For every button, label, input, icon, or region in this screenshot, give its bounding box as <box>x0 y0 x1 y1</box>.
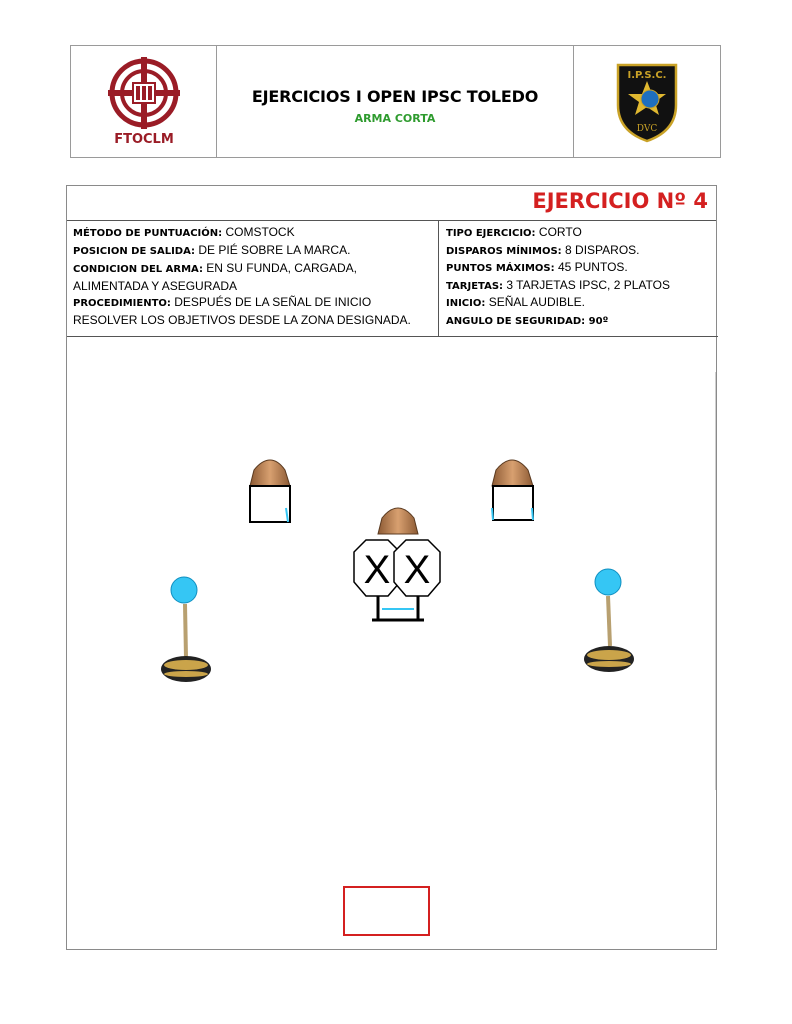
exercise-title: EJERCICIO Nº 4 <box>532 189 708 213</box>
document-subtitle: ARMA CORTA <box>354 111 436 125</box>
diagram-edge-line <box>715 372 716 790</box>
procedimiento-value: DESPUÉS DE LA SEÑAL DE INICIO RESOLVER LOS OBJETIVOS DESDE LA ZONA DESIGNADA. <box>73 295 411 327</box>
disparos-value: 8 DISPAROS. <box>561 242 640 257</box>
center-target-with-no-shoots <box>354 508 440 620</box>
metodo-value: COMSTOCK <box>222 225 295 239</box>
no-shoot-mark-left: X <box>363 548 391 592</box>
document-title: EJERCICIOS I OPEN IPSC TOLEDO <box>251 86 539 106</box>
tarjetas-value: 3 TARJETAS IPSC, 2 PLATOS <box>503 277 670 292</box>
tipo-value: CORTO <box>535 225 582 239</box>
ipsc-target-left <box>250 460 290 522</box>
ipsc-monogram: DVC <box>636 123 658 134</box>
ftoclm-logo-text: FTOCLM <box>113 131 174 147</box>
procedimiento-label: PROCEDIMIENTO: <box>73 298 171 309</box>
angulo-label: ANGULO DE SEGURIDAD: 90º <box>446 315 609 327</box>
inicio-label: INICIO: <box>446 298 486 310</box>
ipsc-logo-text: I.P.S.C. <box>627 69 667 81</box>
metodo-label: MÉTODO DE PUNTUACIÓN: <box>73 228 223 239</box>
inicio-value: SEÑAL AUDIBLE. <box>485 295 585 310</box>
posicion-label: POSICION DE SALIDA: <box>73 246 196 257</box>
disparos-label: DISPAROS MÍNIMOS: <box>446 245 562 257</box>
ipsc-target-right <box>492 460 533 520</box>
condicion-value: EN SU FUNDA, CARGADA, ALIMENTADA Y ASEGURADA <box>73 261 357 293</box>
puntos-value: 45 PUNTOS. <box>554 260 628 275</box>
tarjetas-label: TARJETAS: <box>446 280 504 292</box>
shooting-start-area <box>343 886 430 936</box>
tipo-label: TIPO EJERCICIO: <box>446 228 536 239</box>
steel-plate-left <box>161 577 211 682</box>
condicion-label: CONDICION DEL ARMA: <box>73 264 203 275</box>
no-shoot-mark-right: X <box>403 548 431 592</box>
steel-plate-right <box>584 569 634 672</box>
posicion-value: DE PIÉ SOBRE LA MARCA. <box>195 243 351 257</box>
puntos-label: PUNTOS MÁXIMOS: <box>446 263 555 275</box>
